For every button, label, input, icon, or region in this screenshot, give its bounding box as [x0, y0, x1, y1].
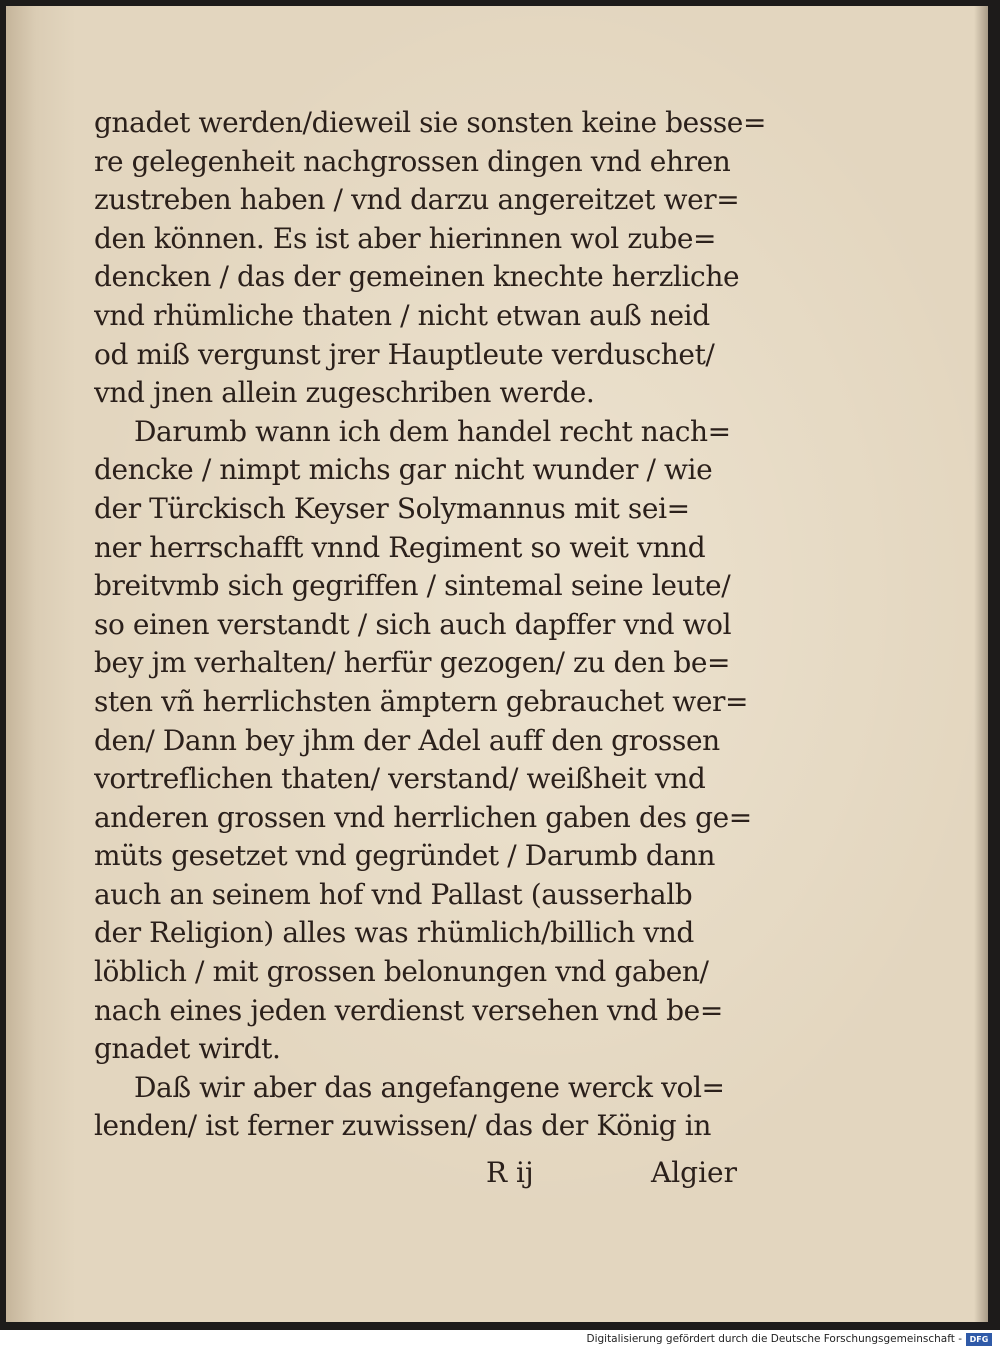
catchword: Algier [651, 1156, 738, 1189]
text-block [94, 104, 780, 1146]
text-line: nach eines jeden verdienst versehen vnd be= [94, 993, 723, 1027]
text-line: anderen grossen vnd herrlichen gaben des ge= [94, 800, 752, 834]
text-line: sten vñ herrlichsten ämptern gebrauchet wer= [94, 684, 749, 718]
text-line: lenden/ ist ferner zuwissen/ das der König in [94, 1109, 711, 1143]
dfg-logo-icon: DFG [966, 1333, 992, 1346]
text-line: so einen verstandt / sich auch dapffer vnd wol [94, 607, 732, 641]
text-line: re gelegenheit nachgrossen dingen vnd ehren [94, 144, 731, 178]
text-line: dencken / das der gemeinen knechte herzliche [94, 260, 740, 294]
text-line: müts gesetzet vnd gegründet / Darumb dann [94, 839, 716, 873]
text-line: den/ Dann bey jhm der Adel auff den grossen [94, 723, 720, 757]
text-line: vnd rhümliche thaten / nicht etwan auß neid [94, 298, 710, 332]
page-edge [974, 6, 988, 1322]
text-line: od miß vergunst jrer Hauptleute verduschet/ [94, 337, 715, 371]
text-line: gnadet werden/dieweil sie sonsten keine besse= [94, 106, 767, 139]
text-line: den können. Es ist aber hierinnen wol zube= [94, 221, 717, 255]
signature-line [6, 1156, 988, 1196]
text-line: bey jm verhalten/ herfür gezogen/ zu den be= [94, 646, 731, 680]
text-line: löblich / mit grossen belonungen vnd gaben/ [94, 955, 709, 989]
signature-mark: R ij [486, 1156, 534, 1189]
text-line: Darumb wann ich dem handel recht nach= [134, 414, 731, 448]
footer [0, 1330, 1000, 1351]
text-line: auch an seinem hof vnd Pallast (ausserhalb [94, 877, 693, 911]
text-line: vortreflichen thaten/ verstand/ weißheit vnd [94, 762, 706, 796]
text-line: breitvmb sich gegriffen / sintemal seine leute/ [94, 569, 731, 603]
text-line: ner herrschafft vnnd Regiment so weit vnnd [94, 530, 706, 564]
text-line: der Religion) alles was rhümlich/billich vnd [94, 916, 694, 950]
text-line: vnd jnen allein zugeschriben werde. [94, 376, 595, 410]
text-line: gnadet wirdt. [94, 1032, 281, 1066]
footer-credit: Digitalisierung gefördert durch die Deutsche Forschungsgemeinschaft - [586, 1333, 962, 1345]
text-line: dencke / nimpt michs gar nicht wunder / wie [94, 453, 713, 487]
book-page [6, 6, 988, 1322]
text-line: Daß wir aber das angefangene werck vol= [134, 1070, 725, 1104]
text-line: zustreben haben / vnd darzu angereitzet wer= [94, 183, 740, 217]
text-line: der Türckisch Keyser Solymannus mit sei= [94, 491, 690, 525]
